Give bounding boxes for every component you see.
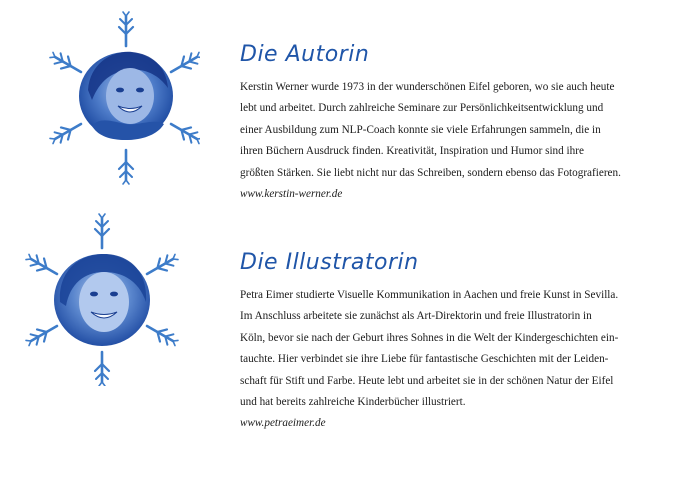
- author-bio-line: lebt und arbeitet. Durch zahlreiche Seminare zur Persönlichkeitsentwicklung und: [240, 102, 604, 115]
- illustrator-bio-line: schaft für Stift und Farbe. Heute lebt und arbeitet sie in der schönen Natur der Eifel: [240, 374, 614, 387]
- snowflake-portrait-frame: [14, 206, 184, 386]
- portrait-photo: [79, 52, 173, 140]
- illustrator-bio-line: Köln, bevor sie nach der Geburt ihres Sohnes in die Welt der Kindergeschichten ein-: [240, 331, 619, 344]
- portrait-photo: [54, 254, 150, 346]
- author-bio-line: Kerstin Werner wurde 1973 in der wunderschönen Eifel geboren, wo sie auch heute: [240, 81, 615, 93]
- illustrator-portrait: [14, 206, 174, 386]
- author-bio-line: einer Ausbildung zum NLP-Coach konnte sie viele Erfahrungen sammeln, die in: [240, 123, 601, 136]
- illustrator-bio: [240, 285, 620, 435]
- snowflake-portrait-frame: [40, 10, 200, 190]
- illustrator-bio-line: tauchte. Hier verbindet sie ihre Liebe für fantastische Geschichten mit der Leiden-: [240, 353, 609, 366]
- illustrator-bio-line: Petra Eimer studierte Visuelle Kommunikation in Aachen und freie Kunst in Sevilla.: [240, 289, 619, 301]
- author-website-link[interactable]: www.kerstin-werner.de: [240, 188, 343, 201]
- author-bio: [240, 77, 620, 205]
- author-bio-line: größten Stärken. Sie liebt nicht nur das Schreiben, sondern ebenso das Fotografieren.: [240, 166, 621, 179]
- author-heading: Die Autorin: [240, 42, 370, 67]
- illustrator-heading: Die Illustratorin: [240, 250, 419, 275]
- illustrator-bio-line: und hat bereits zahlreiche Kinderbücher illustriert.: [240, 396, 466, 409]
- author-bio-line: ihren Büchern Ausdruck finden. Kreativität, Inspiration und Humor sind ihre: [240, 145, 584, 158]
- author-portrait: [40, 10, 200, 190]
- illustrator-website-link[interactable]: www.petraeimer.de: [240, 417, 326, 430]
- illustrator-bio-line: Im Anschluss arbeitete sie zunächst als Art-Direktorin und freie Illustratorin in: [240, 310, 592, 323]
